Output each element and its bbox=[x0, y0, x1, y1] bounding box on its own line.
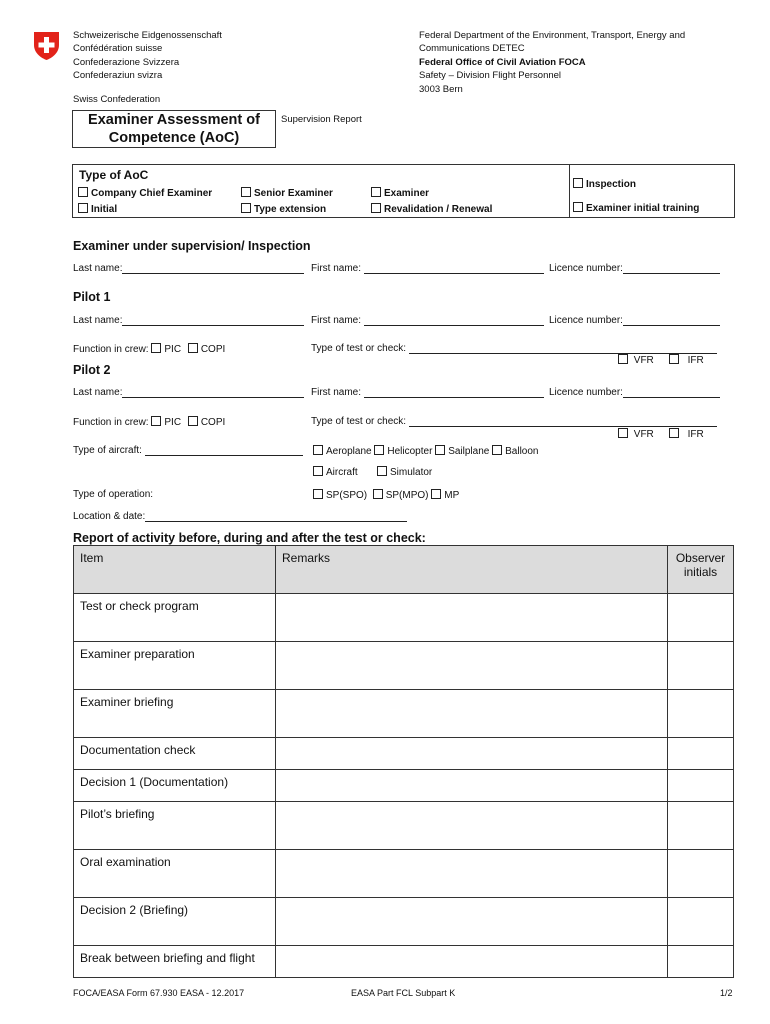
mp-checkbox[interactable] bbox=[431, 489, 441, 499]
report-table bbox=[73, 545, 734, 978]
checkbox-icon[interactable] bbox=[241, 187, 251, 197]
operation-type-label: Type of operation: bbox=[73, 489, 154, 500]
checkbox-icon[interactable] bbox=[377, 466, 387, 476]
aircraft-label: Aircraft bbox=[326, 467, 358, 478]
item-cell: Documentation check bbox=[74, 738, 276, 770]
aircraft-type-field[interactable] bbox=[73, 445, 303, 456]
item-cell: Examiner briefing bbox=[74, 690, 276, 738]
pilot2-ifr-option[interactable] bbox=[669, 428, 704, 440]
aoc-inspection-label: Inspection bbox=[586, 179, 637, 190]
table-row bbox=[74, 594, 734, 642]
form-title-line2: Competence (AoC) bbox=[108, 130, 240, 146]
helicopter-checkbox[interactable] bbox=[374, 445, 384, 455]
footer-form-number: FOCA/EASA Form 67.930 EASA - 12.2017 bbox=[73, 988, 245, 998]
aoc-revalidation-label: Revalidation / Renewal bbox=[384, 204, 493, 215]
pilot2-last-name-label: Last name: bbox=[73, 387, 123, 398]
checkbox-icon[interactable] bbox=[313, 466, 323, 476]
item-cell: Decision 1 (Documentation) bbox=[74, 770, 276, 802]
pilot1-licence-number-label: Licence number: bbox=[549, 315, 623, 326]
sp-mpo-label: SP(MPO) bbox=[385, 490, 429, 501]
checkbox-icon[interactable] bbox=[618, 428, 628, 438]
balloon-label: Balloon bbox=[505, 446, 539, 457]
checkbox-icon[interactable] bbox=[669, 428, 679, 438]
checkbox-icon[interactable] bbox=[371, 203, 381, 213]
aoc-heading: Type of AoC bbox=[79, 168, 149, 182]
initials-cell[interactable] bbox=[668, 850, 734, 898]
pilot2-function-row bbox=[73, 416, 225, 428]
aoc-examiner-option[interactable] bbox=[371, 187, 429, 199]
checkbox-icon[interactable] bbox=[241, 203, 251, 213]
footer-page-number: 1/2 bbox=[720, 988, 733, 998]
pilot1-ifr-label: IFR bbox=[687, 355, 704, 366]
examiner-last-name-label: Last name: bbox=[73, 263, 123, 274]
pilot1-first-name-label: First name: bbox=[311, 315, 362, 326]
col-item-header: Item bbox=[74, 546, 276, 594]
examiner-last-name-field[interactable] bbox=[73, 263, 304, 274]
aoc-examiner-initial-training-label: Examiner initial training bbox=[586, 203, 700, 214]
pilot2-heading: Pilot 2 bbox=[73, 363, 111, 377]
confederation-name-de: Schweizerische Eidgenossenschaft bbox=[73, 30, 222, 41]
helicopter-label: Helicopter bbox=[387, 446, 433, 457]
remarks-cell[interactable] bbox=[276, 738, 668, 770]
form-subtitle: Supervision Report bbox=[281, 114, 362, 125]
pilot2-first-name-field[interactable] bbox=[311, 387, 544, 398]
pilot2-copi-label: COPI bbox=[200, 417, 226, 428]
confederation-name-fr: Confédération suisse bbox=[73, 43, 163, 55]
table-row bbox=[74, 770, 734, 802]
simulator-option[interactable] bbox=[377, 466, 432, 478]
balloon-checkbox[interactable] bbox=[492, 445, 502, 455]
item-cell: Oral examination bbox=[74, 850, 276, 898]
pilot1-last-name-label: Last name: bbox=[73, 315, 123, 326]
department-line1: Federal Department of the Environment, Transport, Energy and bbox=[419, 30, 686, 41]
sailplane-label: Sailplane bbox=[448, 446, 490, 457]
col-remarks-header: Remarks bbox=[276, 546, 668, 594]
pilot1-copi-checkbox[interactable] bbox=[188, 343, 198, 353]
table-row bbox=[74, 898, 734, 946]
initials-cell[interactable] bbox=[668, 770, 734, 802]
initials-cell[interactable] bbox=[668, 898, 734, 946]
pilot1-vfr-label: VFR bbox=[633, 355, 654, 366]
col-observer-line2: initials bbox=[683, 565, 718, 579]
form-title-line1: Examiner Assessment of bbox=[88, 112, 260, 128]
sp-spo-label: SP(SPO) bbox=[326, 490, 368, 501]
sp-mpo-checkbox[interactable] bbox=[373, 489, 383, 499]
item-cell: Pilot’s briefing bbox=[74, 802, 276, 850]
confederation-name-it: Confederazione Svizzera bbox=[73, 56, 180, 68]
aoc-divider bbox=[569, 165, 570, 217]
aoc-type-extension-label: Type extension bbox=[254, 204, 327, 215]
aoc-initial-option[interactable] bbox=[78, 203, 117, 215]
pilot2-licence-number-field[interactable] bbox=[549, 387, 720, 398]
col-observer-header bbox=[668, 546, 734, 594]
checkbox-icon[interactable] bbox=[371, 187, 381, 197]
checkbox-icon[interactable] bbox=[78, 187, 88, 197]
department-info bbox=[419, 29, 685, 96]
remarks-cell[interactable] bbox=[276, 770, 668, 802]
examiner-first-name-label: First name: bbox=[311, 263, 362, 274]
aoc-revalidation-option[interactable] bbox=[371, 203, 492, 215]
pilot2-vfr-label: VFR bbox=[633, 429, 654, 440]
checkbox-icon[interactable] bbox=[618, 354, 628, 364]
aircraft-type-label: Type of aircraft: bbox=[73, 445, 142, 456]
table-row bbox=[74, 802, 734, 850]
pilot2-test-type-label: Type of test or check: bbox=[311, 416, 407, 427]
mp-label: MP bbox=[444, 490, 460, 501]
aoc-inspection-option[interactable] bbox=[573, 178, 636, 190]
aoc-examiner-initial-training-option[interactable] bbox=[573, 202, 699, 214]
pilot1-vfr-option[interactable] bbox=[618, 354, 654, 366]
pilot2-licence-number-label: Licence number: bbox=[549, 387, 623, 398]
initials-cell[interactable] bbox=[668, 802, 734, 850]
pilot1-copi-label: COPI bbox=[200, 344, 226, 355]
pilot1-pic-checkbox[interactable] bbox=[151, 343, 161, 353]
aoc-initial-label: Initial bbox=[91, 204, 118, 215]
pilot1-function-label: Function in crew: bbox=[73, 344, 149, 355]
table-row bbox=[74, 738, 734, 770]
form-title-box bbox=[72, 110, 276, 148]
table-row bbox=[74, 690, 734, 738]
examiner-licence-number-field[interactable] bbox=[549, 263, 720, 274]
initials-cell[interactable] bbox=[668, 690, 734, 738]
pilot1-heading: Pilot 1 bbox=[73, 290, 111, 304]
footer-regulation: EASA Part FCL Subpart K bbox=[351, 988, 456, 998]
remarks-cell[interactable] bbox=[276, 690, 668, 738]
pilot1-first-name-field[interactable] bbox=[311, 315, 544, 326]
swiss-coat-of-arms-icon bbox=[33, 31, 60, 61]
item-cell: Test or check program bbox=[74, 594, 276, 642]
aircraft-category-row bbox=[313, 445, 538, 457]
confederation-name-rm: Confederaziun svizra bbox=[73, 70, 163, 82]
initials-cell[interactable] bbox=[668, 642, 734, 690]
swiss-confederation-label: Swiss Confederation bbox=[73, 94, 161, 105]
table-row bbox=[74, 850, 734, 898]
pilot1-last-name-field[interactable] bbox=[73, 315, 304, 326]
pilot2-ifr-label: IFR bbox=[687, 429, 704, 440]
examiner-licence-number-label: Licence number: bbox=[549, 263, 623, 274]
pilot2-function-label: Function in crew: bbox=[73, 417, 149, 428]
initials-cell[interactable] bbox=[668, 594, 734, 642]
remarks-cell[interactable] bbox=[276, 946, 668, 978]
initials-cell[interactable] bbox=[668, 738, 734, 770]
office-address: 3003 Bern bbox=[419, 83, 463, 95]
aoc-senior-examiner-option[interactable] bbox=[241, 187, 333, 199]
pilot1-pic-label: PIC bbox=[164, 344, 182, 355]
pilot2-first-name-label: First name: bbox=[311, 387, 362, 398]
simulator-label: Simulator bbox=[390, 467, 433, 478]
aoc-company-chief-examiner-option[interactable] bbox=[78, 187, 212, 199]
aeroplane-checkbox[interactable] bbox=[313, 445, 323, 455]
sailplane-checkbox[interactable] bbox=[435, 445, 445, 455]
division-name: Safety – Division Flight Personnel bbox=[419, 70, 562, 82]
sp-spo-checkbox[interactable] bbox=[313, 489, 323, 499]
table-row bbox=[74, 946, 734, 978]
table-row bbox=[74, 642, 734, 690]
pilot1-function-row bbox=[73, 343, 225, 355]
aeroplane-label: Aeroplane bbox=[326, 446, 372, 457]
remarks-cell[interactable] bbox=[276, 802, 668, 850]
confederation-names bbox=[73, 29, 222, 83]
examiner-section-heading: Examiner under supervision/ Inspection bbox=[73, 239, 311, 253]
checkbox-icon[interactable] bbox=[669, 354, 679, 364]
checkbox-icon[interactable] bbox=[573, 178, 583, 188]
col-observer-line1: Observer bbox=[675, 551, 726, 565]
office-name: Federal Office of Civil Aviation FOCA bbox=[419, 56, 586, 68]
report-header-row bbox=[74, 546, 734, 594]
aoc-type-extension-option[interactable] bbox=[241, 203, 326, 215]
remarks-cell[interactable] bbox=[276, 594, 668, 642]
pilot1-licence-number-field[interactable] bbox=[549, 315, 720, 326]
aoc-company-chief-examiner-label: Company Chief Examiner bbox=[91, 188, 213, 199]
remarks-cell[interactable] bbox=[276, 898, 668, 946]
report-heading: Report of activity before, during and after the test or check: bbox=[73, 531, 426, 545]
aircraft-option[interactable] bbox=[313, 466, 358, 478]
aoc-senior-examiner-label: Senior Examiner bbox=[254, 188, 333, 199]
aoc-type-box bbox=[72, 164, 735, 218]
operation-type-row bbox=[313, 489, 459, 501]
initials-cell[interactable] bbox=[668, 946, 734, 978]
checkbox-icon[interactable] bbox=[78, 203, 88, 213]
pilot2-pic-label: PIC bbox=[164, 417, 182, 428]
pilot2-vfr-option[interactable] bbox=[618, 428, 654, 440]
item-cell: Decision 2 (Briefing) bbox=[74, 898, 276, 946]
remarks-cell[interactable] bbox=[276, 850, 668, 898]
location-date-label: Location & date: bbox=[73, 511, 146, 522]
pilot1-ifr-option[interactable] bbox=[669, 354, 704, 366]
pilot2-test-type-field[interactable] bbox=[311, 416, 717, 427]
checkbox-icon[interactable] bbox=[573, 202, 583, 212]
pilot2-copi-checkbox[interactable] bbox=[188, 416, 198, 426]
department-line2: Communications DETEC bbox=[419, 43, 525, 55]
remarks-cell[interactable] bbox=[276, 642, 668, 690]
examiner-first-name-field[interactable] bbox=[311, 263, 544, 274]
pilot1-test-type-label: Type of test or check: bbox=[311, 343, 407, 354]
pilot1-test-type-field[interactable] bbox=[311, 343, 717, 354]
pilot2-last-name-field[interactable] bbox=[73, 387, 304, 398]
item-cell: Examiner preparation bbox=[74, 642, 276, 690]
item-cell: Break between briefing and flight bbox=[74, 946, 276, 978]
location-date-field[interactable] bbox=[73, 511, 407, 522]
pilot2-pic-checkbox[interactable] bbox=[151, 416, 161, 426]
aoc-examiner-label: Examiner bbox=[384, 188, 430, 199]
